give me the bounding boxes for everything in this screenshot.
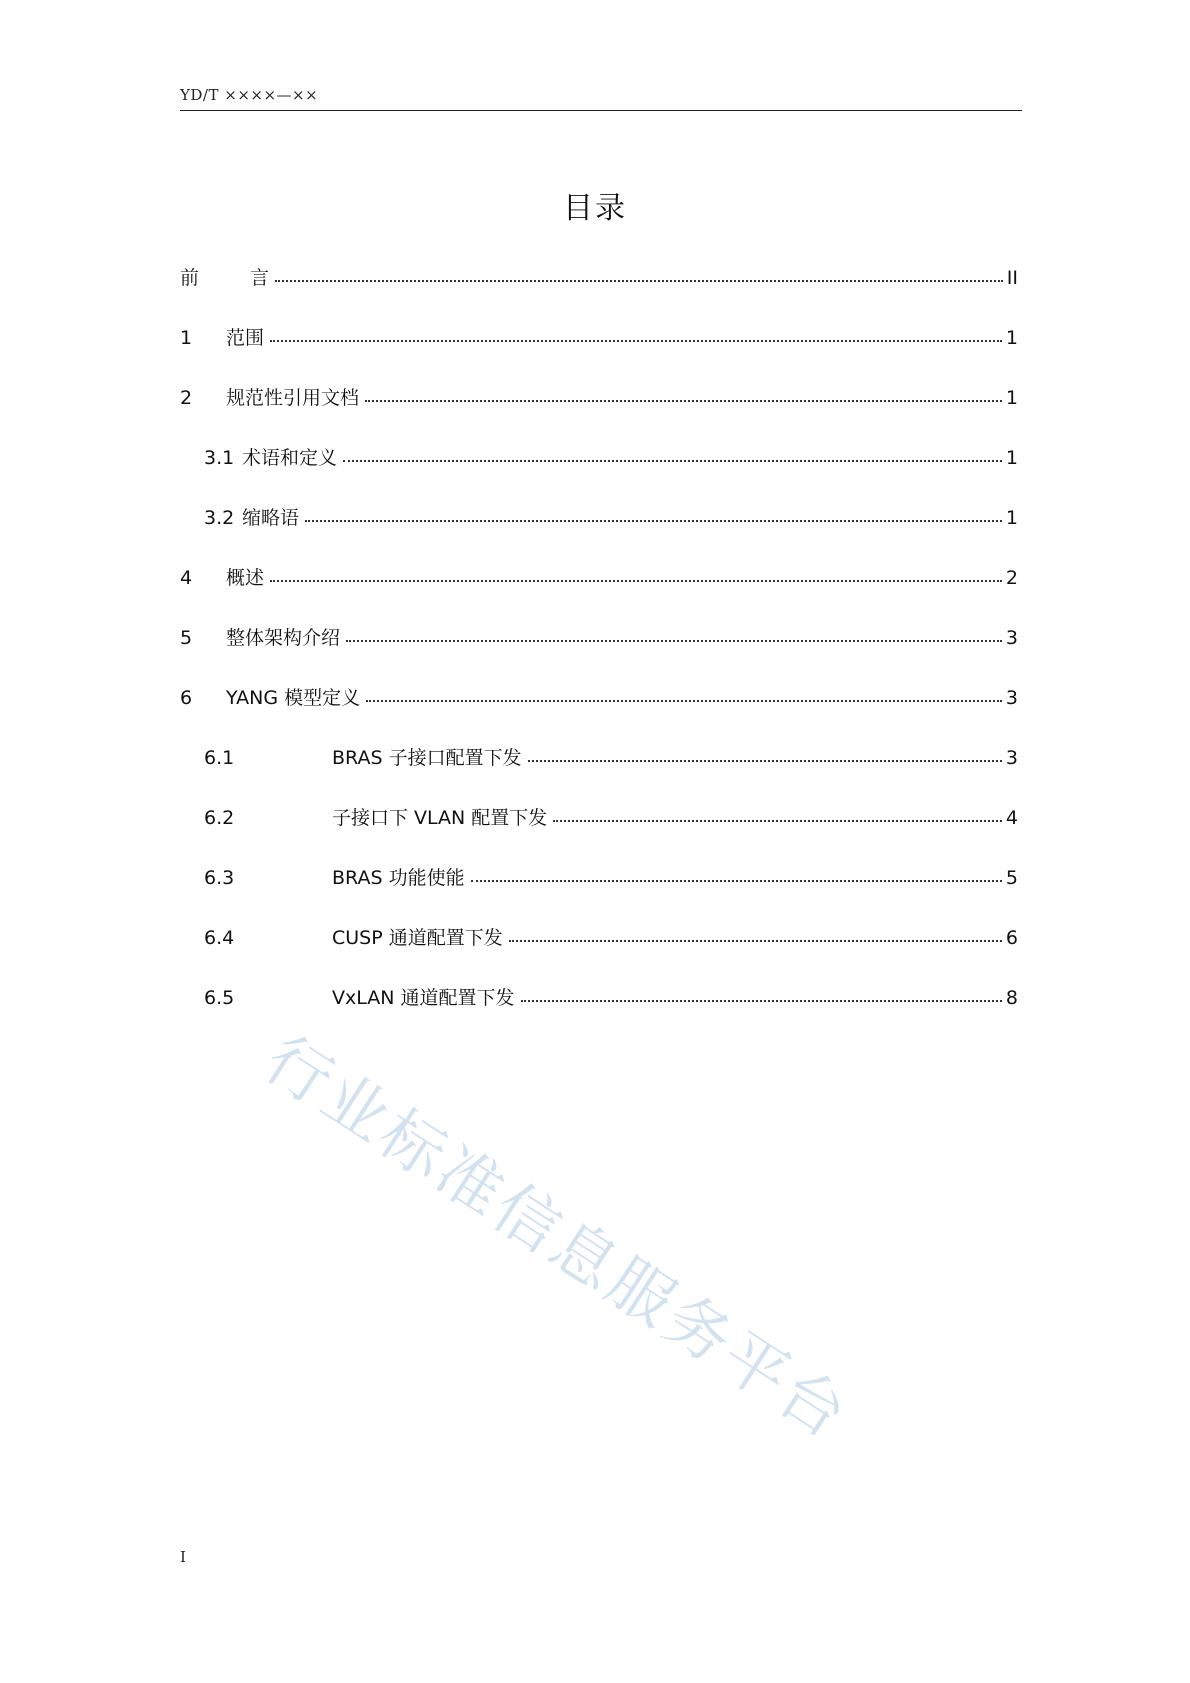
toc-entry-6-2[interactable] (204, 802, 1018, 830)
toc-dot-leader (343, 440, 1002, 462)
toc-entry-title: 子接口下 VLAN 配置下发 (332, 807, 548, 829)
toc-entry-title: 缩略语 (242, 507, 300, 529)
toc-entry-page: 5 (1005, 867, 1018, 889)
toc-entry-number: 3.2 (204, 507, 235, 529)
toc-entry-3-2[interactable] (204, 502, 1018, 530)
toc-entry-page: 1 (1005, 507, 1018, 529)
toc-entry-title: BRAS 功能使能 (332, 867, 465, 889)
toc-entry-6-4[interactable] (204, 922, 1018, 950)
toc-entry-title: VxLAN 通道配置下发 (332, 987, 515, 1009)
page-number: I (180, 1548, 186, 1566)
toc-entry-number: 6.4 (204, 927, 235, 949)
toc-entry-5[interactable] (180, 622, 1018, 650)
toc-entry-6-1[interactable] (204, 742, 1018, 770)
toc-entry-number: 6.3 (204, 867, 235, 889)
toc-entry-6-3[interactable] (204, 862, 1018, 890)
toc-entry-page: 3 (1005, 687, 1018, 709)
toc-entry-title: 规范性引用文档 (226, 387, 360, 409)
toc-entry-number: 3.1 (204, 447, 235, 469)
toc-entry-page: 1 (1005, 327, 1018, 349)
toc-entry-number: 6 (180, 687, 193, 709)
toc-entry-number: 6.2 (204, 807, 235, 829)
toc-dot-leader (553, 800, 1002, 822)
toc-entry-number: 前 (180, 267, 200, 289)
toc-entry-title: 范围 (226, 327, 265, 349)
toc-dot-leader (270, 560, 1002, 582)
toc-entry-number: 6.5 (204, 987, 235, 1009)
page-title: 目录 (563, 191, 627, 226)
toc-dot-leader (365, 380, 1002, 402)
toc-entry-4[interactable] (180, 562, 1018, 590)
toc-entry-title: 言 (250, 267, 270, 289)
toc-entry-title: YANG 模型定义 (226, 687, 361, 709)
toc-entry-title: 整体架构介绍 (226, 627, 341, 649)
running-header (180, 86, 1022, 111)
toc-entry-page: 3 (1005, 747, 1018, 769)
toc-entry-2[interactable] (180, 382, 1018, 410)
toc-entry-preface[interactable] (180, 262, 1018, 290)
toc-entry-page: 2 (1005, 567, 1018, 589)
header-standard-number: YD/T ××××—×× (180, 86, 319, 104)
toc-dot-leader (366, 680, 1002, 702)
toc-dot-leader (528, 740, 1002, 762)
toc-entry-page: 1 (1005, 447, 1018, 469)
toc-entry-page: II (1006, 267, 1018, 289)
toc-entry-number: 2 (180, 387, 193, 409)
toc-entry-title: 术语和定义 (242, 447, 338, 469)
toc-dot-leader (305, 500, 1002, 522)
toc-entry-3-1[interactable] (204, 442, 1018, 470)
toc-entry-6-5[interactable] (204, 982, 1018, 1010)
toc-entry-6[interactable] (180, 682, 1018, 710)
toc-entry-page: 4 (1005, 807, 1018, 829)
toc-entry-title: 概述 (226, 567, 265, 589)
toc-entry-number: 4 (180, 567, 193, 589)
toc-dot-leader (471, 860, 1002, 882)
toc-entry-number: 1 (180, 327, 193, 349)
toc-entry-page: 6 (1005, 927, 1018, 949)
toc-dot-leader (509, 920, 1002, 942)
watermark: 行业标准信息服务平台 (251, 1022, 863, 1455)
toc-entry-1[interactable] (180, 322, 1018, 350)
toc-dot-leader (275, 260, 1003, 282)
toc-entry-page: 3 (1005, 627, 1018, 649)
toc-entry-title: CUSP 通道配置下发 (332, 927, 503, 949)
toc-entry-page: 8 (1005, 987, 1018, 1009)
toc-dot-leader (521, 980, 1002, 1002)
toc-entry-page: 1 (1005, 387, 1018, 409)
toc-dot-leader (346, 620, 1002, 642)
toc-entry-title: BRAS 子接口配置下发 (332, 747, 522, 769)
toc-entry-number: 5 (180, 627, 193, 649)
toc-entry-number: 6.1 (204, 747, 235, 769)
toc-dot-leader (270, 320, 1002, 342)
